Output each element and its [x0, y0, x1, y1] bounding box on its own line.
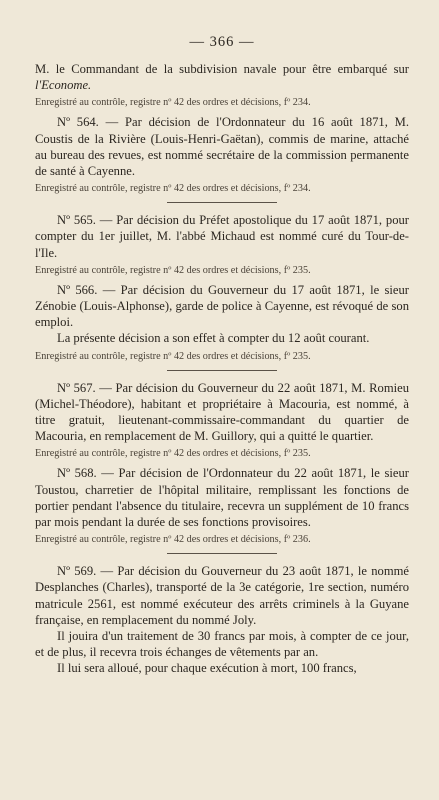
decision-text: Nº 564. — Par décision de l'Ordonnateur du 16 août 1871, M. Coustis de la Rivière (Louis-Henri-Gaëtan), commis de marine, attaché au bureau des revues, est nommé secrétaire de la commission permanente de santé à Cayenne.	[35, 115, 409, 179]
decision-effect-text: La présente décision a son effet à compter du 12 août courant.	[57, 331, 370, 346]
decision-text: Nº 569. — Par décision du Gouverneur du 23 août 1871, le nommé Desplanches (Charles), transporté de la 3e catégorie, 1re section, numéro matricule 2561, est nommé exécuteur des arrêts criminels à la Guyane française, en remplacement du nommé Joly.	[35, 564, 409, 627]
decision-564	[35, 114, 409, 196]
section-divider	[167, 553, 277, 554]
continuation-paragraph	[35, 61, 409, 110]
register-note: Enregistré au contrôle, registre nº 42 des ordres et décisions, fº 234.	[35, 97, 311, 109]
decision-text: Nº 568. — Par décision de l'Ordonnateur du 22 août 1871, le sieur Toustou, charretier de l'hôpital militaire, remplissant les fonctions de portier pendant l'absence du titulaire, recevra un supplément de 10 francs par mois pendant la durée de ses fonctions provisoires.	[35, 466, 409, 530]
continuation-text	[35, 61, 409, 93]
section-divider	[167, 202, 277, 203]
register-note: Enregistré au contrôle, registre nº 42 des ordres et décisions, fº 235.	[35, 264, 311, 276]
decision-text: Nº 567. — Par décision du Gouverneur du 22 août 1871, M. Romieu (Michel-Théodore), habitant et propriétaire à Macouria, est nommé, à titre gratuit, lieutenant-commissaire-commandant du quartier de Macouria, en remplacement de M. Guillory, qui a quitté le quartier.	[35, 380, 409, 444]
decision-565	[35, 212, 409, 278]
decision-568	[35, 465, 409, 547]
ship-name: l'Econome.	[35, 78, 92, 93]
register-note: Enregistré au contrôle, registre nº 42 des ordres et décisions, fº 234.	[35, 183, 311, 195]
register-note: Enregistré au contrôle, registre nº 42 des ordres et décisions, fº 235.	[35, 350, 311, 362]
page-number: — 366 —	[189, 34, 255, 50]
decision-text: Nº 565. — Par décision du Préfet apostolique du 17 août 1871, pour compter du 1er juillet, M. l'abbé Michaud est nommé curé du Tour-de-l'Ile.	[35, 213, 409, 260]
continuation-body: M. le Commandant de la subdivision navale pour être embarqué sur	[35, 62, 409, 76]
decision-salary-text: Il jouira d'un traitement de 30 francs par mois, à compter de ce jour, et de plus, il recevra trois échanges de vêtements par an.	[35, 629, 409, 660]
register-note: Enregistré au contrôle, registre nº 42 des ordres et décisions, fº 235.	[35, 448, 311, 460]
register-note: Enregistré au contrôle, registre nº 42 des ordres et décisions, fº 236.	[35, 534, 311, 546]
section-divider	[167, 370, 277, 371]
decision-569	[35, 563, 409, 676]
decision-567	[35, 380, 409, 462]
decision-text: Nº 566. — Par décision du Gouverneur du 17 août 1871, le sieur Zénobie (Louis-Alphonse), garde de police à Cayenne, est révoqué de son emploi.	[35, 282, 409, 330]
decision-566	[35, 282, 409, 364]
decision-allowance-text: Il lui sera alloué, pour chaque exécution à mort, 100 francs,	[57, 661, 357, 676]
